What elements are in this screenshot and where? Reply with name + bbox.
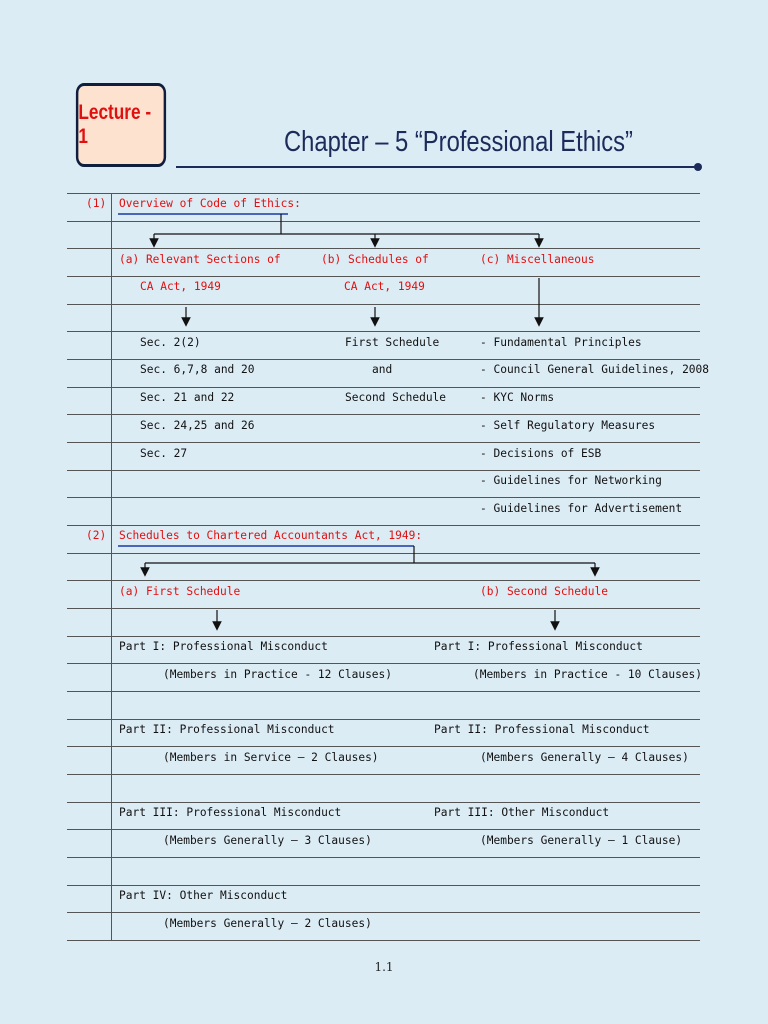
first-part-name: Part I: Professional Misconduct [119, 640, 328, 653]
col-a-item: Sec. 2(2) [140, 336, 201, 349]
second-part-detail: (Members Generally – 1 Clause) [480, 834, 683, 847]
col-c-title: (c) Miscellaneous [480, 253, 595, 266]
second-part-name: Part III: Other Misconduct [434, 806, 610, 819]
lecture-label: Lecture - 1 [78, 101, 152, 148]
section-2-number: (2) [86, 529, 107, 542]
chapter-title: Chapter – 5 “Professional Ethics” [284, 126, 633, 158]
col-b-item: Second Schedule [345, 391, 447, 404]
second-part-detail: (Members in Practice - 10 Clauses) [473, 668, 703, 681]
first-part-name: Part III: Professional Misconduct [119, 806, 342, 819]
col-a-item: Sec. 21 and 22 [140, 391, 235, 404]
col-c-item: - Guidelines for Advertisement [480, 502, 683, 515]
first-part-detail: (Members in Service – 2 Clauses) [163, 751, 379, 764]
section-2-heading: Schedules to Chartered Accountants Act, 1949: [119, 529, 423, 542]
col-a-subtitle: CA Act, 1949 [140, 280, 221, 293]
first-schedule-title: (a) First Schedule [119, 585, 241, 598]
first-part-name: Part II: Professional Misconduct [119, 723, 335, 736]
first-part-detail: (Members Generally – 2 Clauses) [163, 917, 372, 930]
col-c-item: - Fundamental Principles [480, 336, 642, 349]
second-part-name: Part I: Professional Misconduct [434, 640, 643, 653]
second-part-detail: (Members Generally – 4 Clauses) [480, 751, 689, 764]
page-number: 1.1 [374, 960, 394, 974]
first-part-detail: (Members Generally – 3 Clauses) [163, 834, 372, 847]
col-b-title: (b) Schedules of [321, 253, 429, 266]
col-b-item: and [372, 363, 393, 376]
col-c-item: - Self Regulatory Measures [480, 419, 656, 432]
col-a-item: Sec. 27 [140, 447, 188, 460]
col-c-item: - Guidelines for Networking [480, 474, 662, 487]
col-a-item: Sec. 24,25 and 26 [140, 419, 255, 432]
second-schedule-title: (b) Second Schedule [480, 585, 608, 598]
first-part-name: Part IV: Other Misconduct [119, 889, 288, 902]
col-c-item: - Council General Guidelines, 2008 [480, 363, 710, 376]
second-part-name: Part II: Professional Misconduct [434, 723, 650, 736]
section-1-heading: Overview of Code of Ethics: [119, 197, 301, 210]
col-b-subtitle: CA Act, 1949 [344, 280, 425, 293]
col-a-item: Sec. 6,7,8 and 20 [140, 363, 255, 376]
first-part-detail: (Members in Practice - 12 Clauses) [163, 668, 393, 681]
section-1-number: (1) [86, 197, 107, 210]
col-c-item: - Decisions of ESB [480, 447, 602, 460]
col-c-item: - KYC Norms [480, 391, 555, 404]
col-b-item: First Schedule [345, 336, 440, 349]
col-a-title: (a) Relevant Sections of [119, 253, 281, 266]
